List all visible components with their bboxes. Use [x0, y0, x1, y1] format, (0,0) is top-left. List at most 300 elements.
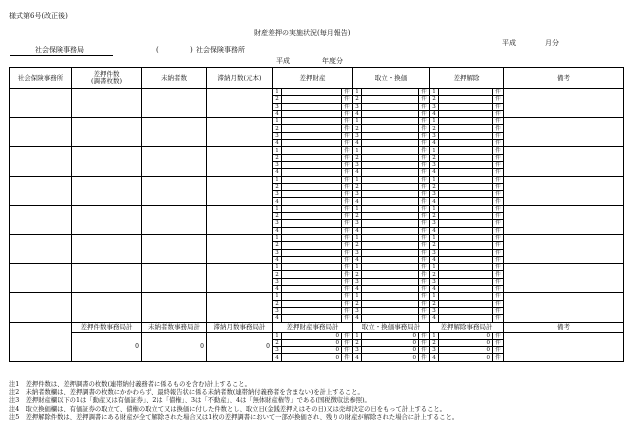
delinquent-cell[interactable]: [142, 110, 207, 117]
months-cell[interactable]: [207, 307, 273, 314]
office-cell[interactable]: [10, 118, 72, 125]
collection-unit: 件: [419, 307, 430, 314]
release-count-cell: [439, 132, 493, 139]
property-row-number: 4: [273, 169, 282, 176]
property-row-number: 3: [273, 220, 282, 227]
delinquent-cell[interactable]: [142, 249, 207, 256]
collection-row-number: 3: [353, 220, 362, 227]
collection-row-number: 3: [353, 191, 362, 198]
collection-unit: 件: [419, 315, 430, 322]
collection-unit: 件: [419, 249, 430, 256]
remarks-cell[interactable]: [504, 154, 624, 161]
property-unit: 件: [342, 198, 353, 205]
seizure-count-cell[interactable]: [72, 300, 142, 307]
office-cell[interactable]: [10, 161, 72, 168]
collection-count-cell: [362, 315, 419, 322]
months-cell[interactable]: [207, 293, 273, 300]
remarks-cell[interactable]: [504, 278, 624, 285]
property-count-cell: [282, 205, 342, 212]
months-cell[interactable]: [207, 271, 273, 278]
property-count-cell: [282, 103, 342, 110]
delinquent-cell[interactable]: [142, 286, 207, 293]
collection-count-cell: [362, 205, 419, 212]
total-remarks-cell[interactable]: [504, 332, 624, 339]
office-cell[interactable]: [10, 169, 72, 176]
collection-row-number: 3: [353, 307, 362, 314]
delinquent-cell[interactable]: [142, 271, 207, 278]
release-row-number: 2: [430, 125, 439, 132]
total-remarks-cell[interactable]: [504, 339, 624, 346]
collection-unit: 件: [419, 125, 430, 132]
remarks-cell[interactable]: [504, 271, 624, 278]
months-cell[interactable]: [207, 118, 273, 125]
delinquent-cell[interactable]: [142, 89, 207, 96]
remarks-cell[interactable]: [504, 89, 624, 96]
office-cell[interactable]: [10, 96, 72, 103]
property-unit: 件: [342, 227, 353, 234]
remarks-cell[interactable]: [504, 103, 624, 110]
delinquent-cell[interactable]: [142, 183, 207, 190]
property-unit: 件: [342, 161, 353, 168]
release-count-cell: [439, 183, 493, 190]
property-count-cell: [282, 213, 342, 220]
property-count-cell: [282, 176, 342, 183]
header-row: [10, 68, 624, 89]
months-cell[interactable]: [207, 183, 273, 190]
total-months-header: 滞納月数事務局計: [207, 322, 273, 332]
remarks-cell[interactable]: [504, 110, 624, 117]
remarks-cell[interactable]: [504, 176, 624, 183]
months-cell[interactable]: [207, 220, 273, 227]
release-count-cell: [439, 242, 493, 249]
collection-count-cell: [362, 300, 419, 307]
col-months: 滞納月数(元本): [207, 68, 273, 89]
months-cell[interactable]: [207, 161, 273, 168]
collection-count-cell: [362, 213, 419, 220]
property-unit: 件: [342, 271, 353, 278]
release-row-number: 3: [430, 249, 439, 256]
seizure-count-cell[interactable]: [72, 205, 142, 212]
release-row-number: 3: [430, 191, 439, 198]
property-unit: 件: [342, 278, 353, 285]
office-cell[interactable]: [10, 154, 72, 161]
release-count-cell: [439, 307, 493, 314]
property-unit: 件: [342, 103, 353, 110]
remarks-cell[interactable]: [504, 227, 624, 234]
total-collection-unit: 件: [419, 347, 430, 354]
office-cell[interactable]: [10, 264, 72, 271]
office-cell[interactable]: [10, 220, 72, 227]
total-remarks-header: 備考: [504, 322, 624, 332]
total-collection-unit: 件: [419, 332, 430, 339]
delinquent-cell[interactable]: [142, 125, 207, 132]
seizure-count-cell[interactable]: [72, 161, 142, 168]
remarks-cell[interactable]: [504, 140, 624, 147]
release-row-number: 3: [430, 220, 439, 227]
delinquent-cell[interactable]: [142, 118, 207, 125]
release-count-cell: [439, 125, 493, 132]
office-cell[interactable]: [10, 198, 72, 205]
collection-unit: 件: [419, 198, 430, 205]
release-row-number: 1: [430, 293, 439, 300]
seizure-count-cell[interactable]: [72, 169, 142, 176]
delinquent-cell[interactable]: [142, 96, 207, 103]
office-cell[interactable]: [10, 213, 72, 220]
table-row: [10, 249, 624, 256]
seizure-count-cell[interactable]: [72, 315, 142, 322]
remarks-cell[interactable]: [504, 300, 624, 307]
seizure-count-cell[interactable]: [72, 234, 142, 241]
total-collection-row-number: 2: [353, 339, 362, 346]
months-cell[interactable]: [207, 315, 273, 322]
delinquent-cell[interactable]: [142, 176, 207, 183]
table-row: [10, 110, 624, 117]
collection-unit: 件: [419, 220, 430, 227]
totals-row: [10, 332, 624, 339]
delinquent-cell[interactable]: [142, 264, 207, 271]
paren-open: (: [156, 46, 159, 54]
months-cell[interactable]: [207, 110, 273, 117]
release-row-number: 1: [430, 118, 439, 125]
release-count-cell: [439, 96, 493, 103]
collection-unit: 件: [419, 293, 430, 300]
release-unit: 件: [493, 147, 504, 154]
release-count-cell: [439, 220, 493, 227]
release-unit: 件: [493, 293, 504, 300]
months-cell[interactable]: [207, 147, 273, 154]
remarks-cell[interactable]: [504, 213, 624, 220]
remarks-cell[interactable]: [504, 161, 624, 168]
months-cell[interactable]: [207, 103, 273, 110]
collection-row-number: 1: [353, 293, 362, 300]
remarks-cell[interactable]: [504, 125, 624, 132]
release-unit: 件: [493, 132, 504, 139]
total-collection-header: 取立・換価事務局計: [353, 322, 430, 332]
office-cell[interactable]: [10, 147, 72, 154]
property-count-cell: [282, 140, 342, 147]
table-row: [10, 118, 624, 125]
total-remarks-cell[interactable]: [504, 354, 624, 361]
months-cell[interactable]: [207, 169, 273, 176]
months-cell[interactable]: [207, 176, 273, 183]
office-cell[interactable]: [10, 278, 72, 285]
collection-row-number: 1: [353, 264, 362, 271]
collection-count-cell: [362, 242, 419, 249]
col-seizure-count-line2: (調書枚数): [90, 77, 123, 85]
office-cell[interactable]: [10, 227, 72, 234]
office-cell[interactable]: [10, 191, 72, 198]
table-row: [10, 169, 624, 176]
office-cell[interactable]: [10, 103, 72, 110]
release-row-number: 2: [430, 183, 439, 190]
property-unit: 件: [342, 242, 353, 249]
collection-count-cell: [362, 264, 419, 271]
delinquent-cell[interactable]: [142, 242, 207, 249]
release-count-cell: [439, 118, 493, 125]
total-property-header: 差押財産事務局計: [273, 322, 353, 332]
office-cell[interactable]: [10, 176, 72, 183]
delinquent-cell[interactable]: [142, 140, 207, 147]
delinquent-cell[interactable]: [142, 198, 207, 205]
property-unit: 件: [342, 125, 353, 132]
office-cell[interactable]: [10, 307, 72, 314]
collection-row-number: 2: [353, 96, 362, 103]
total-remarks-cell[interactable]: [504, 347, 624, 354]
remarks-cell[interactable]: [504, 234, 624, 241]
delinquent-cell[interactable]: [142, 205, 207, 212]
office-cell[interactable]: [10, 249, 72, 256]
release-unit: 件: [493, 183, 504, 190]
remarks-cell[interactable]: [504, 198, 624, 205]
table-row: [10, 205, 624, 212]
release-unit: 件: [493, 256, 504, 263]
property-count-cell: [282, 264, 342, 271]
delinquent-cell[interactable]: [142, 161, 207, 168]
total-collection-count-cell: 0: [362, 332, 419, 339]
property-row-number: 1: [273, 293, 282, 300]
seizure-count-cell[interactable]: [72, 198, 142, 205]
collection-count-cell: [362, 234, 419, 241]
total-collection-unit: 件: [419, 339, 430, 346]
release-unit: 件: [493, 249, 504, 256]
property-unit: 件: [342, 213, 353, 220]
office-cell[interactable]: [10, 242, 72, 249]
delinquent-cell[interactable]: [142, 191, 207, 198]
property-row-number: 4: [273, 110, 282, 117]
seizure-count-cell[interactable]: [72, 191, 142, 198]
collection-row-number: 1: [353, 205, 362, 212]
table-row: [10, 286, 624, 293]
office-cell[interactable]: [10, 125, 72, 132]
remarks-cell[interactable]: [504, 118, 624, 125]
seizure-count-cell[interactable]: [72, 227, 142, 234]
table-row: [10, 300, 624, 307]
remarks-cell[interactable]: [504, 96, 624, 103]
months-cell[interactable]: [207, 96, 273, 103]
release-count-cell: [439, 293, 493, 300]
office-cell[interactable]: [10, 293, 72, 300]
property-unit: 件: [342, 118, 353, 125]
collection-row-number: 2: [353, 300, 362, 307]
release-unit: 件: [493, 110, 504, 117]
seizure-count-cell[interactable]: [72, 183, 142, 190]
seizure-count-cell[interactable]: [72, 220, 142, 227]
seizure-count-cell[interactable]: [72, 132, 142, 139]
collection-count-cell: [362, 110, 419, 117]
office-underline: [10, 55, 113, 56]
remarks-cell[interactable]: [504, 307, 624, 314]
months-cell[interactable]: [207, 125, 273, 132]
release-count-cell: [439, 234, 493, 241]
delinquent-cell[interactable]: [142, 278, 207, 285]
collection-count-cell: [362, 125, 419, 132]
remarks-cell[interactable]: [504, 264, 624, 271]
total-property-row-number: 3: [273, 347, 282, 354]
release-unit: 件: [493, 118, 504, 125]
seizure-count-cell[interactable]: [72, 278, 142, 285]
office-cell[interactable]: [10, 234, 72, 241]
collection-unit: 件: [419, 183, 430, 190]
seizure-count-cell[interactable]: [72, 307, 142, 314]
release-unit: 件: [493, 286, 504, 293]
seizure-count-cell[interactable]: [72, 96, 142, 103]
delinquent-cell[interactable]: [142, 307, 207, 314]
months-cell[interactable]: [207, 234, 273, 241]
delinquent-cell[interactable]: [142, 132, 207, 139]
months-cell[interactable]: [207, 191, 273, 198]
collection-row-number: 3: [353, 132, 362, 139]
months-cell[interactable]: [207, 213, 273, 220]
release-unit: 件: [493, 198, 504, 205]
remarks-cell[interactable]: [504, 147, 624, 154]
table-row: [10, 125, 624, 132]
delinquent-cell[interactable]: [142, 300, 207, 307]
remarks-cell[interactable]: [504, 256, 624, 263]
property-count-cell: [282, 286, 342, 293]
months-cell[interactable]: [207, 242, 273, 249]
office-cell[interactable]: [10, 286, 72, 293]
property-unit: 件: [342, 264, 353, 271]
delinquent-cell[interactable]: [142, 169, 207, 176]
remarks-cell[interactable]: [504, 220, 624, 227]
seizure-count-cell[interactable]: [72, 293, 142, 300]
collection-count-cell: [362, 227, 419, 234]
office-cell[interactable]: [10, 110, 72, 117]
seizure-count-cell[interactable]: [72, 286, 142, 293]
collection-unit: 件: [419, 234, 430, 241]
seizure-count-cell[interactable]: [72, 176, 142, 183]
office-cell[interactable]: [10, 300, 72, 307]
property-unit: 件: [342, 249, 353, 256]
property-row-number: 1: [273, 176, 282, 183]
total-release-unit: 件: [493, 347, 504, 354]
office-cell[interactable]: [10, 256, 72, 263]
seizure-count-cell[interactable]: [72, 147, 142, 154]
office-cell[interactable]: [10, 89, 72, 96]
months-cell[interactable]: [207, 198, 273, 205]
office-cell[interactable]: [10, 315, 72, 322]
delinquent-cell[interactable]: [142, 315, 207, 322]
seizure-count-cell[interactable]: [72, 271, 142, 278]
seizure-count-cell[interactable]: [72, 125, 142, 132]
delinquent-cell[interactable]: [142, 147, 207, 154]
remarks-cell[interactable]: [504, 132, 624, 139]
collection-unit: 件: [419, 140, 430, 147]
property-row-number: 2: [273, 271, 282, 278]
note-5: 注5 差押解除件数は、差押調書にある財産が全て解除された場合又は1枚の差押調書において一部が換価され、残りの財産が解除された場合に計上すること。: [9, 413, 459, 421]
collection-unit: 件: [419, 242, 430, 249]
delinquent-cell[interactable]: [142, 227, 207, 234]
release-row-number: 2: [430, 213, 439, 220]
collection-row-number: 1: [353, 147, 362, 154]
release-row-number: 4: [430, 315, 439, 322]
months-cell[interactable]: [207, 256, 273, 263]
months-cell[interactable]: [207, 278, 273, 285]
property-count-cell: [282, 89, 342, 96]
months-cell[interactable]: [207, 154, 273, 161]
remarks-cell[interactable]: [504, 286, 624, 293]
months-cell[interactable]: [207, 286, 273, 293]
office-cell[interactable]: [10, 271, 72, 278]
note-4: 注4 取立換価欄は、有価証券の取立て、債権の取立て又は換価に付した件数とし、取立日(金銭差押えはその日)又は売却決定の日をもって計上すること。: [9, 405, 446, 413]
seizure-count-cell[interactable]: [72, 140, 142, 147]
delinquent-cell[interactable]: [142, 293, 207, 300]
delinquent-cell[interactable]: [142, 103, 207, 110]
remarks-cell[interactable]: [504, 293, 624, 300]
release-count-cell: [439, 205, 493, 212]
seizure-count-cell[interactable]: [72, 256, 142, 263]
seizure-count-cell[interactable]: [72, 242, 142, 249]
office-cell[interactable]: [10, 140, 72, 147]
release-row-number: 4: [430, 110, 439, 117]
office-cell[interactable]: [10, 183, 72, 190]
seizure-count-cell[interactable]: [72, 154, 142, 161]
sub-office-label: 社会保険事務所: [196, 46, 245, 54]
collection-row-number: 4: [353, 140, 362, 147]
remarks-cell[interactable]: [504, 191, 624, 198]
note-3: 注3 差押財産欄以下の1は「動産又は有価証券」、2は「債権」、3は「不動産」、4は「無体財産権等」である(国税徴収法参照)。: [9, 397, 371, 405]
collection-unit: 件: [419, 213, 430, 220]
months-cell[interactable]: [207, 132, 273, 139]
total-property-row-number: 4: [273, 354, 282, 361]
delinquent-cell[interactable]: [142, 154, 207, 161]
property-row-number: 2: [273, 96, 282, 103]
months-cell[interactable]: [207, 300, 273, 307]
remarks-cell[interactable]: [504, 242, 624, 249]
office-cell[interactable]: [10, 132, 72, 139]
remarks-cell[interactable]: [504, 205, 624, 212]
property-count-cell: [282, 198, 342, 205]
total-property-unit: 件: [342, 332, 353, 339]
months-cell[interactable]: [207, 227, 273, 234]
remarks-cell[interactable]: [504, 249, 624, 256]
property-row-number: 1: [273, 205, 282, 212]
total-release-header: 差押解除事務局計: [430, 322, 504, 332]
remarks-cell[interactable]: [504, 315, 624, 322]
seizure-count-cell[interactable]: [72, 103, 142, 110]
collection-unit: 件: [419, 110, 430, 117]
seizure-count-cell[interactable]: [72, 118, 142, 125]
months-cell[interactable]: [207, 264, 273, 271]
delinquent-cell[interactable]: [142, 213, 207, 220]
collection-unit: 件: [419, 300, 430, 307]
remarks-cell[interactable]: [504, 183, 624, 190]
delinquent-cell[interactable]: [142, 220, 207, 227]
seizure-count-cell[interactable]: [72, 110, 142, 117]
months-cell[interactable]: [207, 140, 273, 147]
months-cell[interactable]: [207, 205, 273, 212]
months-cell[interactable]: [207, 89, 273, 96]
delinquent-cell[interactable]: [142, 234, 207, 241]
property-count-cell: [282, 293, 342, 300]
table-row: [10, 315, 624, 322]
release-unit: 件: [493, 191, 504, 198]
seizure-count-cell[interactable]: [72, 89, 142, 96]
collection-unit: 件: [419, 118, 430, 125]
seizure-count-cell[interactable]: [72, 264, 142, 271]
fiscal-suffix: 年度分: [322, 57, 343, 65]
seizure-count-cell[interactable]: [72, 249, 142, 256]
months-cell[interactable]: [207, 249, 273, 256]
release-row-number: 4: [430, 286, 439, 293]
collection-row-number: 1: [353, 176, 362, 183]
collection-count-cell: [362, 278, 419, 285]
office-cell[interactable]: [10, 205, 72, 212]
remarks-cell[interactable]: [504, 169, 624, 176]
seizure-count-cell[interactable]: [72, 213, 142, 220]
delinquent-cell[interactable]: [142, 256, 207, 263]
release-row-number: 3: [430, 307, 439, 314]
